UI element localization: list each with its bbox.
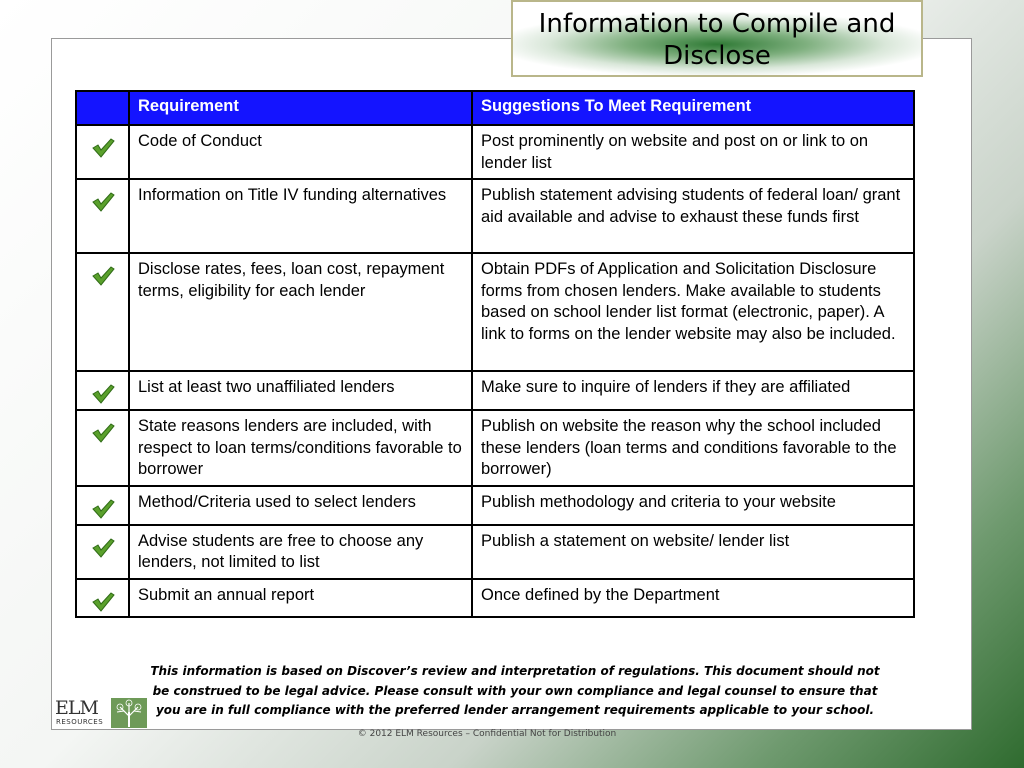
- checkmark-icon: [91, 498, 115, 520]
- check-cell: [76, 179, 129, 253]
- check-cell: [76, 579, 129, 617]
- suggestion-cell: Post prominently on website and post on or link to on lender list: [472, 125, 914, 179]
- table-row: [76, 253, 914, 371]
- check-cell: [76, 125, 129, 179]
- table-body: [76, 125, 914, 617]
- checkmark-icon: [91, 422, 115, 444]
- logo-name: ELM: [55, 697, 98, 719]
- header-requirement: Requirement: [129, 91, 472, 125]
- table-row: [76, 486, 914, 525]
- requirement-cell: Advise students are free to choose any lenders, not limited to list: [129, 525, 472, 579]
- suggestion-cell: Publish methodology and criteria to your website: [472, 486, 914, 525]
- checkmark-icon: [91, 265, 115, 287]
- table-row: [76, 579, 914, 617]
- logo-subtitle: RESOURCES: [56, 718, 104, 726]
- requirement-cell: State reasons lenders are included, with respect to loan terms/conditions favorable to borrower: [129, 410, 472, 486]
- check-cell: [76, 253, 129, 371]
- table-row: [76, 371, 914, 410]
- tree-icon: [111, 698, 147, 728]
- checkmark-icon: [91, 191, 115, 213]
- suggestion-cell: Obtain PDFs of Application and Solicitation Disclosure forms from chosen lenders. Make available to students based on school lender list format (electronic, paper). A link to forms on the lender website may also be included.: [472, 253, 914, 371]
- requirement-cell: Method/Criteria used to select lenders: [129, 486, 472, 525]
- check-cell: [76, 371, 129, 410]
- suggestion-cell: Publish a statement on website/ lender list: [472, 525, 914, 579]
- suggestion-cell: Publish on website the reason why the school included these lenders (loan terms and conditions favorable to the borrower): [472, 410, 914, 486]
- requirement-cell: Disclose rates, fees, loan cost, repayment terms, eligibility for each lender: [129, 253, 472, 371]
- suggestion-cell: Publish statement advising students of federal loan/ grant aid available and advise to exhaust these funds first: [472, 179, 914, 253]
- table-row: [76, 179, 914, 253]
- requirement-cell: List at least two unaffiliated lenders: [129, 371, 472, 410]
- checkmark-icon: [91, 591, 115, 613]
- copyright-footer: © 2012 ELM Resources – Confidential Not for Distribution: [357, 729, 617, 739]
- requirements-table: [75, 90, 915, 618]
- check-cell: [76, 525, 129, 579]
- checkmark-icon: [91, 137, 115, 159]
- elm-resources-logo: [55, 698, 147, 730]
- requirement-cell: Submit an annual report: [129, 579, 472, 617]
- table-row: [76, 525, 914, 579]
- header-check-column: [76, 91, 129, 125]
- table-header-row: [76, 91, 914, 125]
- checkmark-icon: [91, 537, 115, 559]
- slide-title: Information to Compile and Disclose: [511, 0, 923, 77]
- header-suggestions: Suggestions To Meet Requirement: [472, 91, 914, 125]
- requirement-cell: Information on Title IV funding alternatives: [129, 179, 472, 253]
- legal-disclaimer: This information is based on Discover’s review and interpretation of regulations. This document should not be construed to be legal advice. Please consult with your own compliance and legal counsel to ensure that you are in full compliance with the preferred lender arrangement requirements applicable to your school.: [150, 664, 880, 717]
- checkmark-icon: [91, 383, 115, 405]
- check-cell: [76, 410, 129, 486]
- table-row: [76, 125, 914, 179]
- table-row: [76, 410, 914, 486]
- suggestion-cell: Once defined by the Department: [472, 579, 914, 617]
- suggestion-cell: Make sure to inquire of lenders if they are affiliated: [472, 371, 914, 410]
- requirement-cell: Code of Conduct: [129, 125, 472, 179]
- check-cell: [76, 486, 129, 525]
